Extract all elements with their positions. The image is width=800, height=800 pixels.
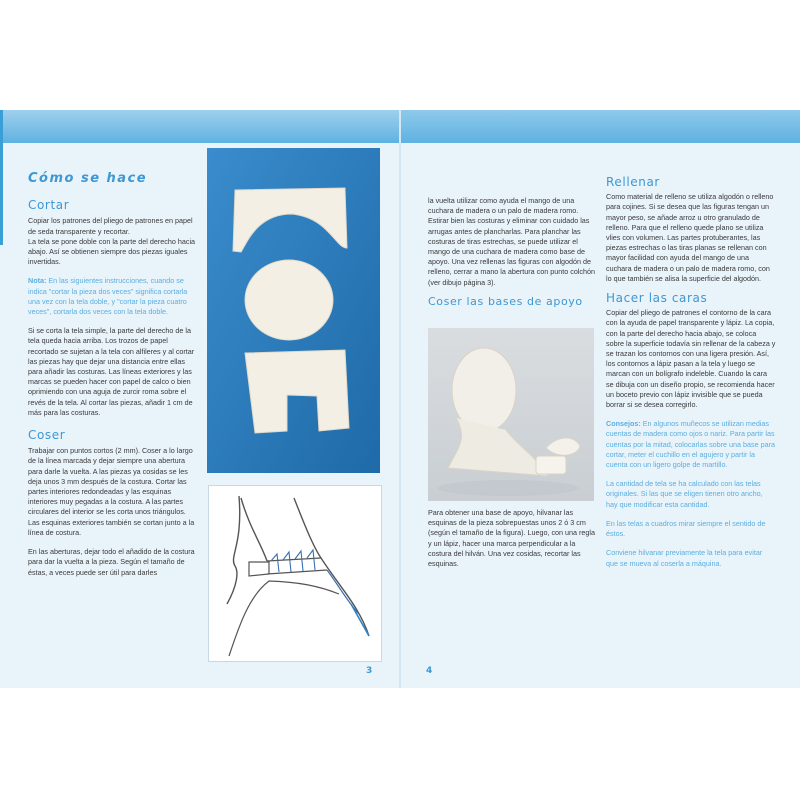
- fabric-pieces-illustration: [207, 148, 380, 473]
- section-heading-caras: Hacer las caras: [606, 291, 708, 306]
- section-heading-rellenar: Rellenar: [606, 175, 660, 189]
- stitch-diagram: [208, 485, 382, 662]
- page-title: Cómo se hace: [28, 171, 148, 186]
- page-number-left: 3: [366, 666, 373, 676]
- header-banner-left: [0, 110, 399, 143]
- rellenar-paragraph: Como material de relleno se utiliza algodón o relleno para cojines. Si se desea que las figuras tengan un mayor peso, se añade arroz u otro granulado de relleno. Para que el relleno quede plano se utiliza vlies con volumen. Las partes protuberantes, las piezas estrechas o las tiras planas se rellenan con mayor facilidad con ayuda del mango de una cuchara de madera o un palo de madera romo, con lo que también se alisa la superficie del algodón.: [606, 192, 774, 283]
- left-text-column: [28, 171, 196, 587]
- middle-text-column-lower: [428, 508, 596, 578]
- left-edge-tab: [0, 110, 3, 245]
- note-text: En las siguientes instrucciones, cuando se indica "cortar la pieza dos veces" significa cortarla una vez con la tela doble, y "cortar la pieza cuatro veces", cortarla dos veces con la tela doble.: [28, 276, 188, 317]
- middle-text-column: [428, 196, 596, 313]
- coser-paragraph-2: En las aberturas, dejar todo el añadido de la costura para dar la vuelta a la pieza. Según el tamaño de éstas, a veces puede ser útil para darles: [28, 547, 195, 577]
- page-gutter: [399, 110, 401, 688]
- consejos-label: Consejos:: [606, 419, 641, 429]
- caras-paragraph: Copiar del pliego de patrones el contorno de la cara con la ayuda de papel transparente y lápiz. La copia, con la parte del derecho hacia abajo, se coloca sobre la superficie todavía sin rellenar de la cabeza y se trazan los contornos con una ligera presión. Así, los contornos a lápiz pasan a la tela y luego se marcan con un bolígrafo indeleble. Cuando la cara se dibuja con un diseño propio, se recomienda hacer un boceto previo con lápiz invisible que se pueda borrar si se desea corregirlo.: [606, 308, 776, 410]
- right-text-column: [606, 177, 776, 578]
- consejos-paragraph-4: Conviene hilvanar previamente la tela para evitar que se mueva al coserla a máquina.: [606, 548, 763, 568]
- fabric-pieces-photo: [207, 148, 380, 473]
- middle-paragraph-1: la vuelta utilizar como ayuda el mango de una cuchara de madera o un palo de madera romo. Estirar bien las costuras y eliminar con cuidado las arrugas antes de plancharlas. Para planchar las costuras de tiras estrechas, se puede utilizar el mango de una cuchara de madera como base de apoyo. Una vez rellenas las figuras con algodón de relleno, cerrar a mano la abertura con punto colchón (ver dibujo página 3).: [428, 196, 596, 287]
- section-heading-coser: Coser: [28, 428, 66, 443]
- cortar-paragraph-2: La tela se pone doble con la parte del derecho hacia abajo. Así se obtienen siempre dos piezas iguales invertidas.: [28, 236, 196, 267]
- page-number-right: 4: [426, 666, 433, 676]
- consejos-paragraph-2: La cantidad de tela se ha calculado con las telas originales. Si las que se eligen tienen otro ancho, hay que modificar esta cantidad.: [606, 479, 763, 509]
- cortar-note: [28, 276, 196, 317]
- oval-fabric-piece: [245, 260, 333, 340]
- middle-paragraph-2: Para obtener una base de apoyo, hilvanar las esquinas de la pieza sobrepuestas unos 2 ó 3 cm (según el tamaño de la figura). Luego, con una regla y un lápiz, hacer una marca perpendicular a la costura del hilván. Una vez cosidas, recortar las esquinas.: [428, 508, 596, 569]
- cortar-paragraph-1: Copiar los patrones del pliego de patrones en papel de seda transparente y recortar.: [28, 216, 193, 236]
- section-heading-cortar: Cortar: [28, 198, 70, 213]
- section-heading-bases: Coser las bases de apoyo: [428, 294, 583, 308]
- consejos-text: En algunos muñecos se utilizan medias cuentas de madera como ojos o nariz. Para partir las cuentas por la mitad, colocarlas sobre una base para cortar, meter el cuchillo en el agujero y partir la cuenta con un ligero golpe de martillo.: [606, 419, 776, 470]
- book-spread: [0, 110, 800, 688]
- header-banner-right: [401, 110, 800, 143]
- coser-paragraph-1: Trabajar con puntos cortos (2 mm). Coser a lo largo de la línea marcada y dejar siempre una abertura para darle la vuelta. A las piezas ya cosidas se les deja unos 3 mm después de la costura. Cortar las partes interiores redondeadas y las esquinas interiores muy pegadas a la costura. A las partes circulares del interior se les corta unos triángulos. Las esquinas exteriores también se cortan junto a la línea de costura.: [28, 446, 195, 537]
- stuffed-figure-photo: [428, 328, 594, 501]
- ladder-stitch-illustration: [209, 486, 381, 661]
- cortar-paragraph-3: Si se corta la tela simple, la parte del derecho de la tela queda hacia arriba. Los trozos de papel recortado se sujetan a la tela con alfileres y al cortar las piezas hay que dejar una distancia entre ellas para añadir las costuras. Las líneas exteriores y las marcas se pueden hacer con papel de calco o bien oprimiendo con una aguja de zurcir roma sobre el revés de la tela. Al cortar las piezas, añadir 1 cm de más para las costuras.: [28, 326, 195, 417]
- note-label: Nota:: [28, 276, 47, 286]
- stuffed-figure-illustration: [428, 328, 594, 501]
- consejos-paragraph: [606, 419, 776, 470]
- consejos-paragraph-3: En las telas a cuadros mirar siempre el sentido de éstos.: [606, 518, 766, 539]
